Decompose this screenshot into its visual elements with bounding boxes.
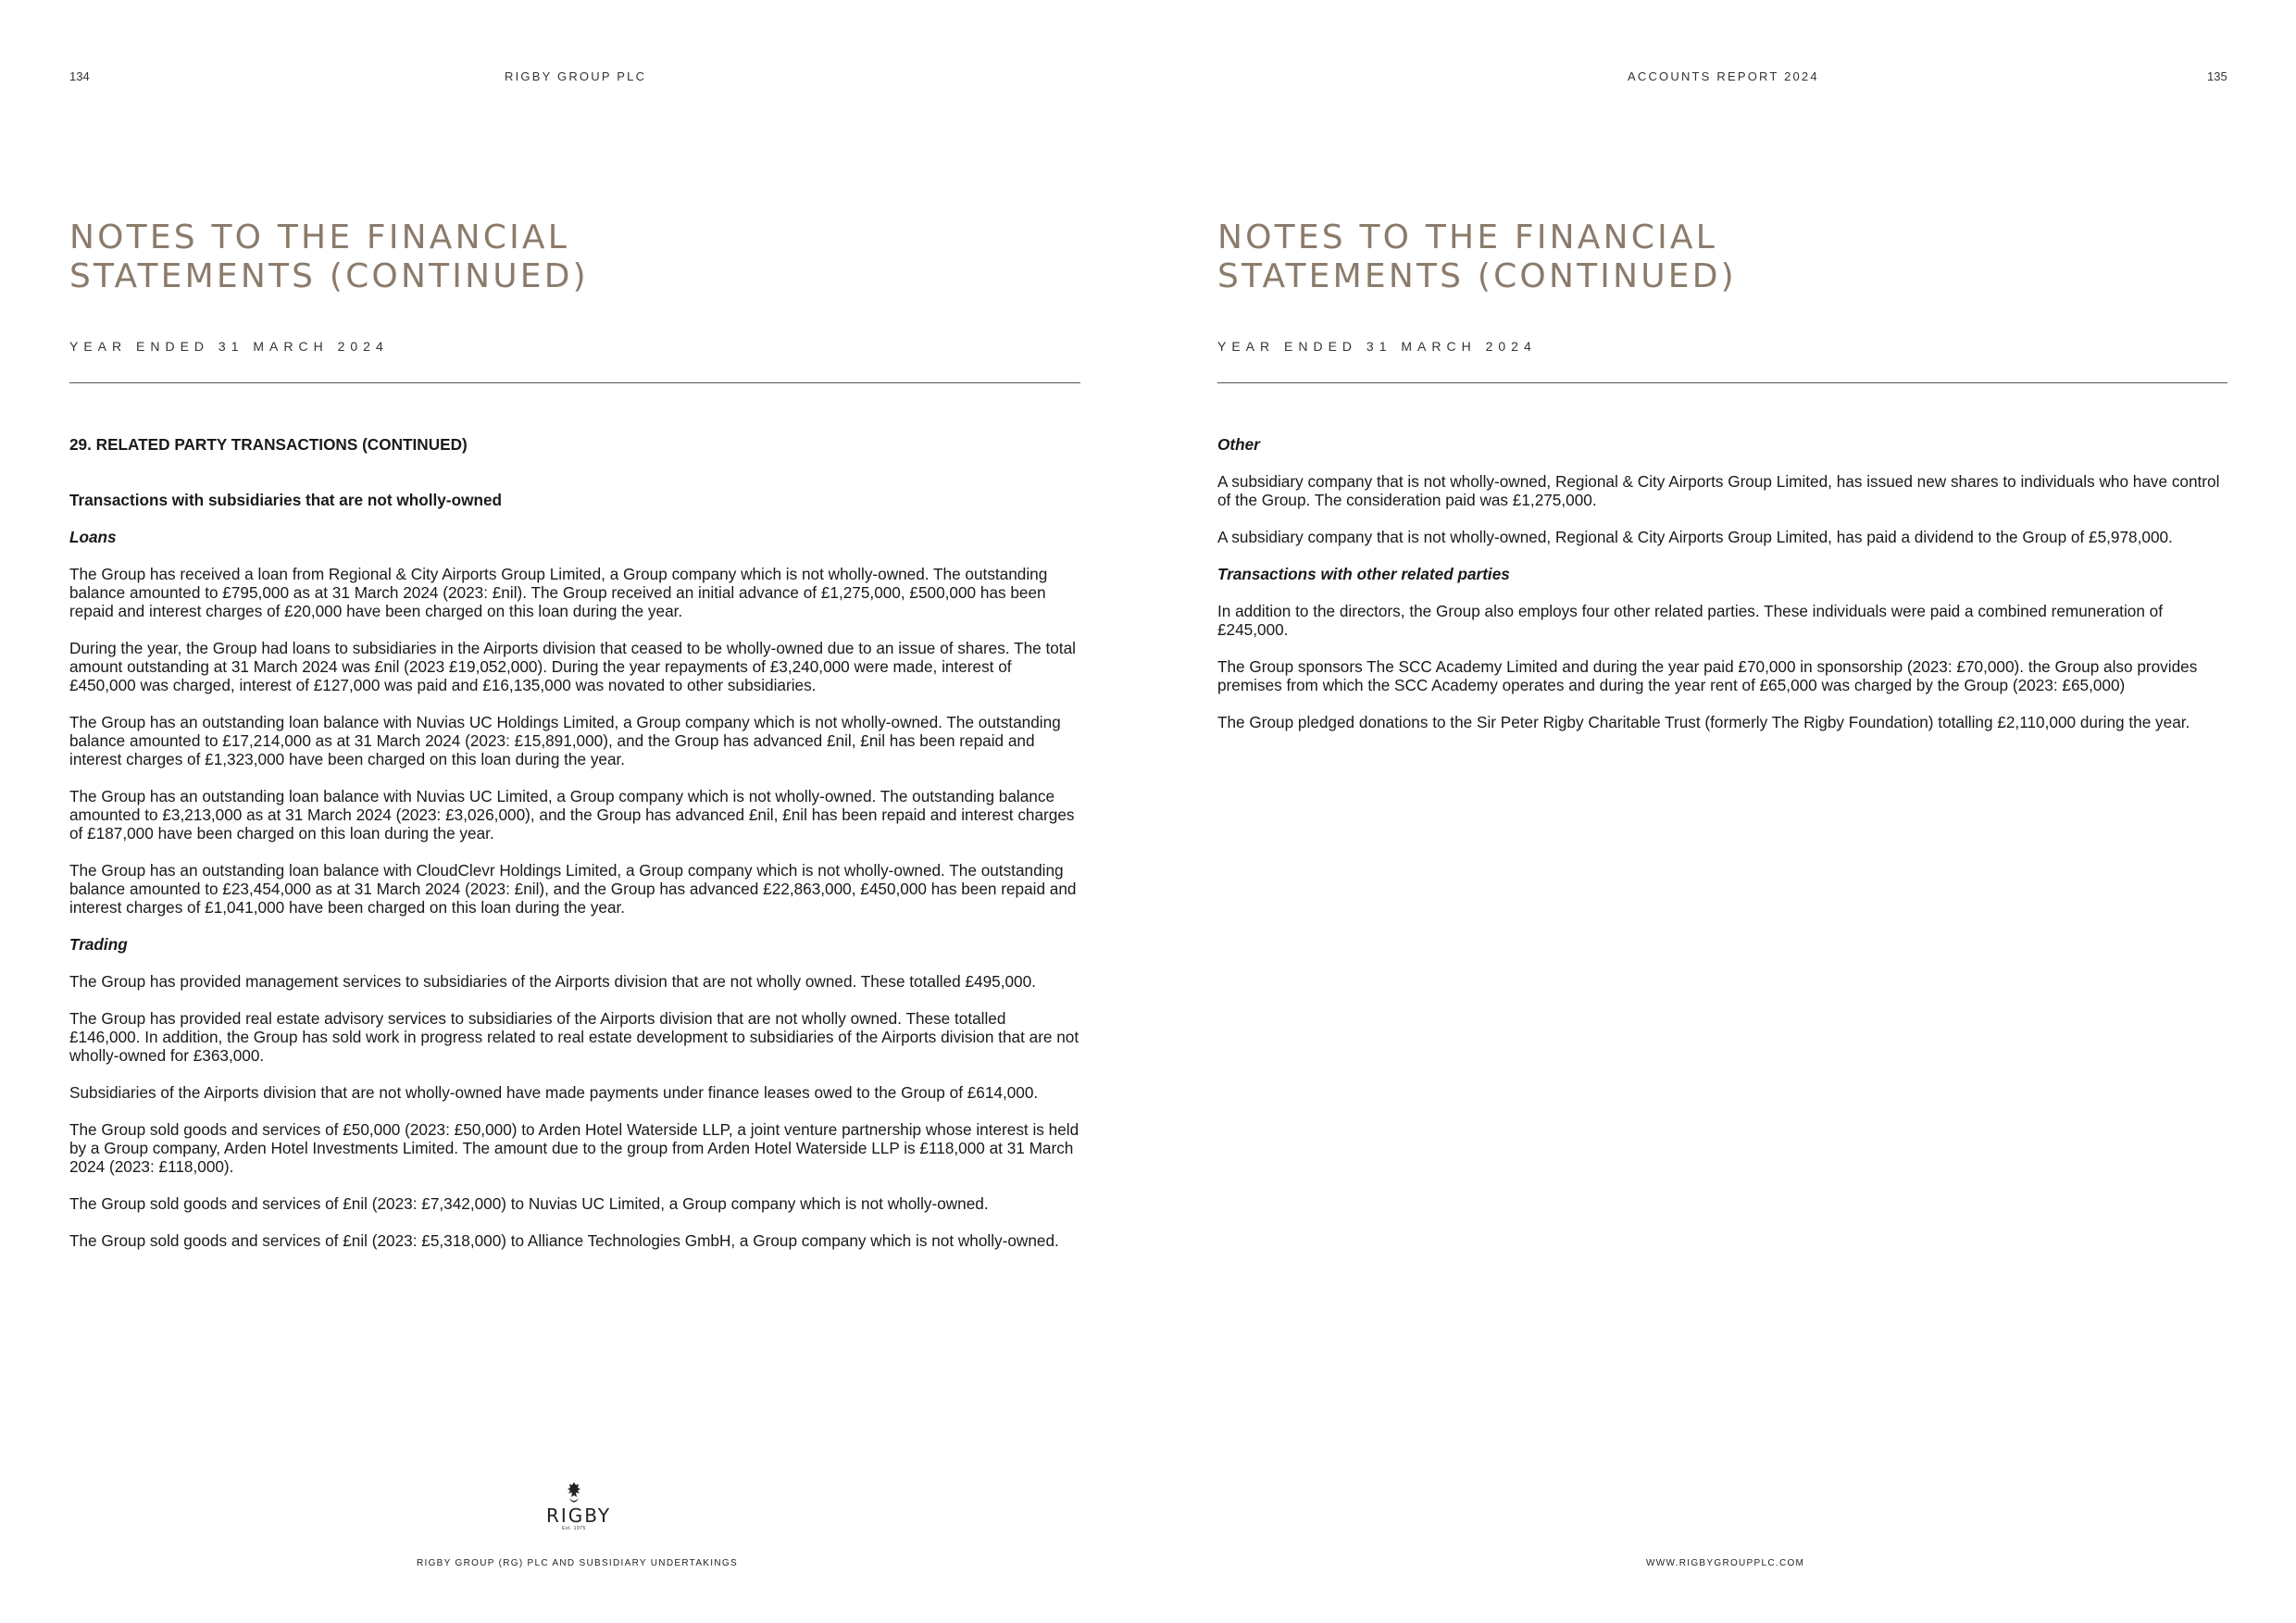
title-line-2: STATEMENTS (CONTINUED) — [69, 257, 589, 295]
paragraph: The Group has provided management services to subsidiaries of the Airports division that are not wholly owned. These totalled £495,000. — [69, 972, 1036, 991]
footer-text: RIGBY GROUP (RG) PLC AND SUBSIDIARY UNDERTAKINGS — [417, 1558, 738, 1568]
other-heading: Other — [1217, 435, 1260, 454]
paragraph: In addition to the directors, the Group also employs four other related parties. These individuals were paid a combined remuneration of £245,000. — [1217, 602, 2164, 639]
left-content — [69, 435, 1080, 1268]
paragraph: The Group sponsors The SCC Academy Limited and during the year paid £70,000 in sponsorship (2023: £70,000). the Group also provides premises from which the SCC Academy operates and during the year rent of £65,000 was charged by the Group (2023: £65,000) — [1217, 657, 2198, 694]
right-content — [1217, 435, 2227, 750]
paragraph: A subsidiary company that is not wholly-owned, Regional & City Airports Group Limited, has paid a dividend to the Group of £5,978,000. — [1217, 528, 2173, 546]
running-head: ACCOUNTS REPORT 2024 — [1628, 69, 1819, 83]
page-subtitle: YEAR ENDED 31 MARCH 2024 — [69, 339, 389, 354]
page-subtitle: YEAR ENDED 31 MARCH 2024 — [1217, 339, 1537, 354]
divider — [1217, 382, 2227, 383]
page-title — [1217, 218, 1737, 296]
footer-text: WWW.RIGBYGROUPPLC.COM — [1646, 1558, 1805, 1568]
crest-icon — [564, 1481, 584, 1505]
paragraph: The Group sold goods and services of £50,000 (2023: £50,000) to Arden Hotel Waterside LLP, a joint venture partnership whose interest is held by a Group company, Arden Hotel Investments Limited. The amount due to the group from Arden Hotel Waterside LLP is £118,000 at 31 March 2024 (2023: £118,000). — [69, 1120, 1079, 1176]
right-page — [1148, 0, 2296, 1623]
paragraph: The Group has an outstanding loan balance with CloudClevr Holdings Limited, a Group company which is not wholly-owned. The outstanding balance amounted to £23,454,000 as at 31 March 2024 (2023: £nil), and the Group has advanced £22,863,000, £450,000 has been repaid and interest charges of £1,041,000 have been charged on this loan during the year. — [69, 861, 1077, 917]
page-number: 135 — [2207, 69, 2227, 83]
section-heading: 29. RELATED PARTY TRANSACTIONS (CONTINUED) — [69, 435, 468, 454]
paragraph: The Group has an outstanding loan balance with Nuvias UC Holdings Limited, a Group company which is not wholly-owned. The outstanding balance amounted to £17,214,000 as at 31 March 2024 (2023: £15,891,000), and the Group has advanced £nil, £nil has been repaid and interest charges of £1,323,000 have been charged on this loan during the year. — [69, 713, 1061, 768]
logo-wordmark: RIGBY — [546, 1504, 612, 1527]
title-line-2: STATEMENTS (CONTINUED) — [1217, 257, 1737, 295]
subsection-heading: Transactions with subsidiaries that are not wholly-owned — [69, 491, 503, 509]
page-number: 134 — [69, 69, 90, 83]
page-title — [69, 218, 589, 296]
paragraph: The Group sold goods and services of £nil (2023: £5,318,000) to Alliance Technologies GmbH, a Group company which is not wholly-owned. — [69, 1231, 1059, 1250]
running-head: RIGBY GROUP PLC — [505, 69, 647, 83]
logo-est: Est. 1975 — [562, 1526, 586, 1531]
rigby-logo — [546, 1481, 612, 1531]
paragraph: The Group sold goods and services of £nil (2023: £7,342,000) to Nuvias UC Limited, a Group company which is not wholly-owned. — [69, 1194, 989, 1213]
divider — [69, 382, 1080, 383]
paragraph: A subsidiary company that is not wholly-owned, Regional & City Airports Group Limited, has issued new shares to individuals who have control of the Group. The consideration paid was £1,275,000. — [1217, 472, 2220, 509]
trading-heading: Trading — [69, 935, 128, 954]
paragraph: The Group has provided real estate advisory services to subsidiaries of the Airports division that are not wholly owned. These totalled £146,000. In addition, the Group has sold work in progress related to real estate development to subsidiaries of the Airports division that are not wholly-owned for £363,000. — [69, 1009, 1079, 1065]
paragraph: The Group has an outstanding loan balance with Nuvias UC Limited, a Group company which is not wholly-owned. The outstanding balance amounted to £3,213,000 as at 31 March 2024 (2023: £3,026,000), and the Group has advanced £nil, £nil has been repaid and interest charges of £187,000 have been charged on this loan during the year. — [69, 787, 1075, 843]
title-line-1: NOTES TO THE FINANCIAL — [1217, 218, 1717, 256]
loans-heading: Loans — [69, 528, 117, 546]
paragraph: Subsidiaries of the Airports division that are not wholly-owned have made payments under finance leases owed to the Group of £614,000. — [69, 1083, 1039, 1102]
paragraph: During the year, the Group had loans to subsidiaries in the Airports division that ceased to be wholly-owned due to an issue of shares. The total amount outstanding at 31 March 2024 was £nil (2023 £19,052,000). During the year repayments of £3,240,000 were made, interest of £450,000 was charged, interest of £127,000 was paid and £16,135,000 was novated to other subsidiaries. — [69, 639, 1076, 694]
title-line-1: NOTES TO THE FINANCIAL — [69, 218, 569, 256]
paragraph: The Group has received a loan from Regional & City Airports Group Limited, a Group company which is not wholly-owned. The outstanding balance amounted to £795,000 as at 31 March 2024 (2023: £nil). The Group received an initial advance of £1,275,000, £500,000 has been repaid and interest charges of £20,000 have been charged on this loan during the year. — [69, 565, 1048, 620]
paragraph: The Group pledged donations to the Sir Peter Rigby Charitable Trust (formerly The Rigby Foundation) totalling £2,110,000 during the year. — [1217, 713, 2190, 731]
related-parties-heading: Transactions with other related parties — [1217, 565, 1510, 583]
